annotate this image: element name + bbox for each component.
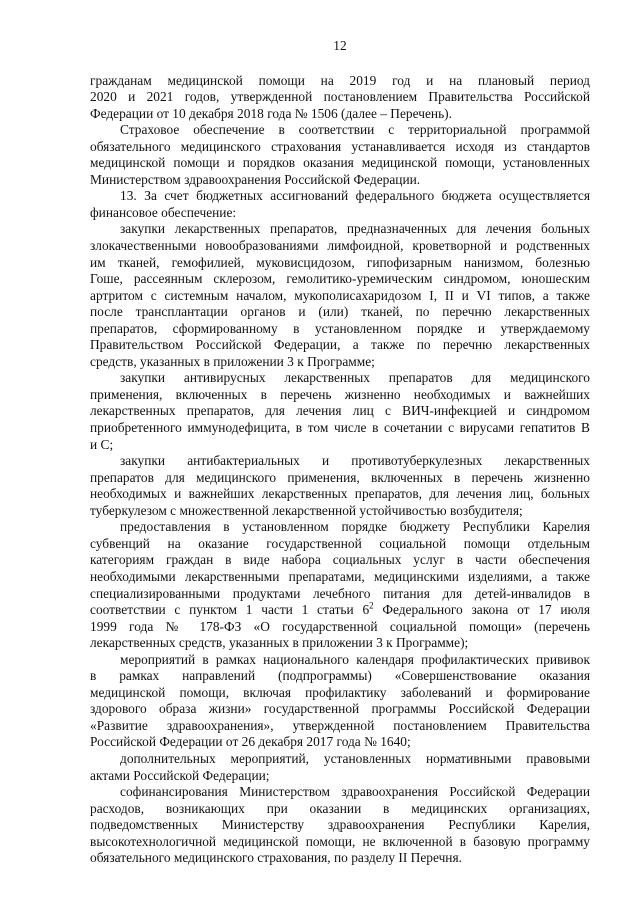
text-line: обязательного медицинского страхования устанавливается исходя из стандартов [90,138,590,154]
text-line: злокачественными новообразованиями лимфоидной, кроветворной и родственных [90,238,590,254]
text-line: Российской Федерации от 26 декабря 2017 года № 1640; [90,734,411,750]
text-line: Гоше, рассеянным склерозом, гемолитико-уремическим синдромом, юношеским [90,271,590,287]
text-line: 1999 года № 178-ФЗ «О государственной социальной помощи» (перечень [90,618,590,634]
text-line: и С; [90,436,114,452]
text-line: высокотехнологичной медицинской помощи, не включенной в базовую программу [90,833,590,849]
text-line: подведомственных Министерству здравоохранения Республики Карелия, [90,817,590,833]
text-line: медицинской помощи, включая профилактику заболеваний и формирование [90,684,590,700]
text-line: актами Российской Федерации; [90,767,270,783]
text-line: после трансплантации органов и (или) тканей, по перечню лекарственных [90,304,590,320]
text-line: медицинской помощи и порядков оказания медицинской помощи, установленных [90,155,590,171]
text-line: лекарственных препаратов, для лечения лиц с ВИЧ-инфекцией и синдромом [90,403,590,419]
text-line: Правительством Российской Федерации, а также по перечню лекарственных [90,337,590,353]
text-line: препаратов для медицинского применения, включенных в перечень жизненно [90,469,590,485]
text-line: категориям граждан в виде набора социальных услуг в части обеспечения [90,552,590,568]
text-line: приобретенного иммунодефицита, в том числе в сочетании с вирусами гепатитов В [90,420,590,436]
text-line: применения, включенных в перечень жизненно необходимых и важнейших [90,386,590,402]
text-line: Федерации от 10 декабря 2018 года № 1506 (далее – Перечень). [90,105,452,121]
text-line: Страховое обеспечение в соответствии с территориальной программой [120,122,590,138]
text-line: мероприятий в рамках национального календаря профилактических прививок [120,651,590,667]
text-line: закупки антибактериальных и противотуберкулезных лекарственных [120,453,590,469]
superscript: 2 [369,600,374,611]
text-line: здорового образа жизни» государственной программы Российской Федерации [90,701,590,717]
text-line: в рамках направлений (подпрограммы) «Совершенствование оказания [90,668,590,684]
text-line: расходов, возникающих при оказании в медицинских организациях, [90,800,590,816]
text-line: специализированными продуктами лечебного питания для детей-инвалидов в [90,585,590,601]
text-line: дополнительных мероприятий, установленных нормативными правовыми [120,750,590,766]
page-number: 12 [333,38,347,53]
text-line: 2020 и 2021 годов, утвержденной постановлением Правительства Российской [90,89,590,105]
text-line: субвенций на оказание государственной социальной помощи отдельным [90,535,590,551]
text-line: «Развитие здравоохранения», утвержденной постановлением Правительства [90,717,590,733]
text-fragment: соответствии с пунктом 1 части 1 статьи 6 [90,602,370,618]
text-line: необходимыми лекарственными препаратами, медицинскими изделиями, а также [90,568,590,584]
text-line: гражданам медицинской помощи на 2019 год и на плановый период [90,72,590,88]
text-line: средств, указанных в приложении 3 к Программе; [90,353,375,369]
text-line: Министерством здравоохранения Российской Федерации. [90,171,421,187]
text-line: обязательного медицинского страхования, по разделу II Перечня. [90,850,462,866]
text-line: софинансирования Министерством здравоохранения Российской Федерации [120,784,590,800]
text-line: им тканей, гемофилией, муковисцидозом, гипофизарным нанизмом, болезнью [90,254,590,270]
text-line: предоставления в установленном порядке бюджету Республики Карелия [120,519,590,535]
text-fragment: Федерального закона от 17 июля [373,602,591,618]
text-line: необходимых и важнейших лекарственных препаратов, для лечения лиц, больных [90,486,590,502]
text-line: закупки лекарственных препаратов, предназначенных для лечения больных [120,221,590,237]
text-line: артритом с системным началом, мукополисахаридозом I, II и VI типов, а также [90,287,590,303]
text-line: закупки антивирусных лекарственных препаратов для медицинского [120,370,590,386]
text-line: туберкулезом с множественной лекарственной устойчивостью возбудителя; [90,502,523,518]
text-line-with-superscript [90,602,590,619]
text-line: финансовое обеспечение: [90,204,237,220]
text-line: препаратов, сформированному в установленном порядке и утверждаемому [90,320,590,336]
text-line: лекарственных средств, указанных в приложении 3 к Программе); [90,635,469,651]
text-line: 13. За счет бюджетных ассигнований федерального бюджета осуществляется [120,188,590,204]
